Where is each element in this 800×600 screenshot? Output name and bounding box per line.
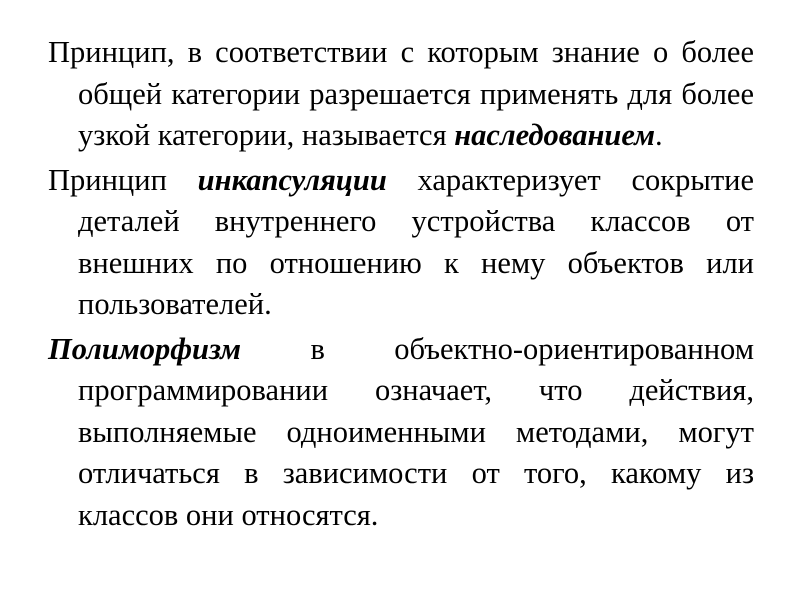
paragraph-polymorphism [48, 329, 754, 537]
paragraph-text: Принцип, в соответствии с которым знание о более общей категории разрешается применять для более узкой категории, называется [48, 35, 754, 152]
paragraph-text: Принцип [48, 162, 198, 197]
paragraph-inheritance [48, 32, 754, 157]
paragraph-text: в объектно-ориентированном программировании означает, что действия, выполняемые одноименными методами, могут отличаться в зависимости от того, какому из классов они относятся. [78, 331, 754, 532]
slide-text-body [48, 32, 754, 539]
term-inheritance: наследованием [454, 118, 656, 152]
paragraph-encapsulation [48, 160, 754, 326]
term-encapsulation: инкапсуляции [197, 162, 387, 197]
paragraph-text: . [655, 118, 663, 152]
paragraph-text: характеризует сокрытие деталей внутреннего устройства классов от внешних по отношению к нему объектов или пользователей. [78, 162, 755, 321]
term-polymorphism: Полиморфизм [48, 331, 242, 366]
